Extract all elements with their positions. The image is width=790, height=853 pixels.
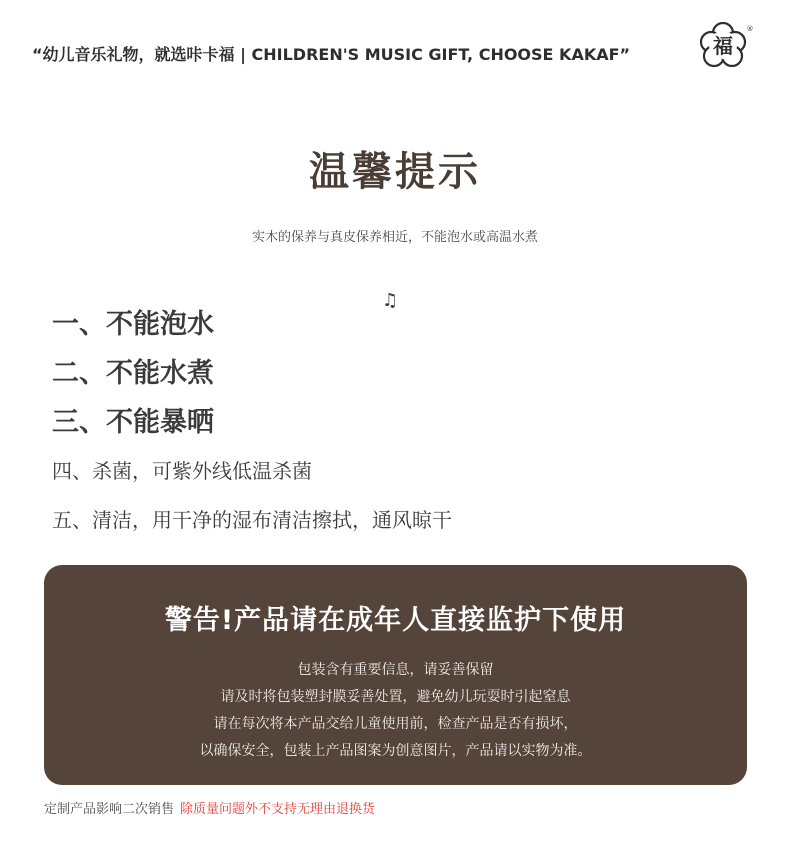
footer-notice (44, 798, 375, 817)
brand-tagline: “幼儿音乐礼物，就选咔卡福 | CHILDREN'S MUSIC GIFT, CHOOSE KAKAF” (32, 45, 631, 64)
care-rule-2: 二、不能水煮 (52, 358, 214, 389)
registered-mark: ® (746, 25, 754, 33)
warning-line-1: 包装含有重要信息，请妥善保留 (297, 662, 494, 678)
warning-box (44, 565, 747, 785)
warning-line-4: 以确保安全，包装上产品图案为创意图片，产品请以实物为准。 (199, 743, 592, 759)
care-rule-1: 一、不能泡水 (52, 309, 214, 340)
care-rule-3: 三、不能暴晒 (52, 407, 214, 438)
page-subtitle: 实木的保养与真皮保养相近，不能泡水或高温水煮 (251, 230, 538, 245)
logo-glyph: 福 (713, 34, 733, 58)
footer-return-policy: 除质量问题外不支持无理由退换货 (180, 802, 376, 817)
page-title: 温馨提示 (309, 149, 481, 195)
care-rule-4: 四、杀菌，可紫外线低温杀菌 (52, 459, 312, 483)
warning-title: 警告!产品请在成年人直接监护下使用 (164, 605, 627, 636)
warning-line-2: 请及时将包装塑封膜妥善处置，避免幼儿玩耍时引起窒息 (220, 689, 571, 705)
brand-logo (696, 22, 754, 70)
music-note-icon: ♫ (382, 290, 399, 311)
care-rule-5: 五、清洁，用干净的湿布清洁擦拭，通风晾干 (52, 508, 452, 532)
footer-custom-note: 定制产品影响二次销售 (44, 802, 175, 817)
warning-line-3: 请在每次将本产品交给儿童使用前，检查产品是否有损坏， (213, 716, 578, 732)
